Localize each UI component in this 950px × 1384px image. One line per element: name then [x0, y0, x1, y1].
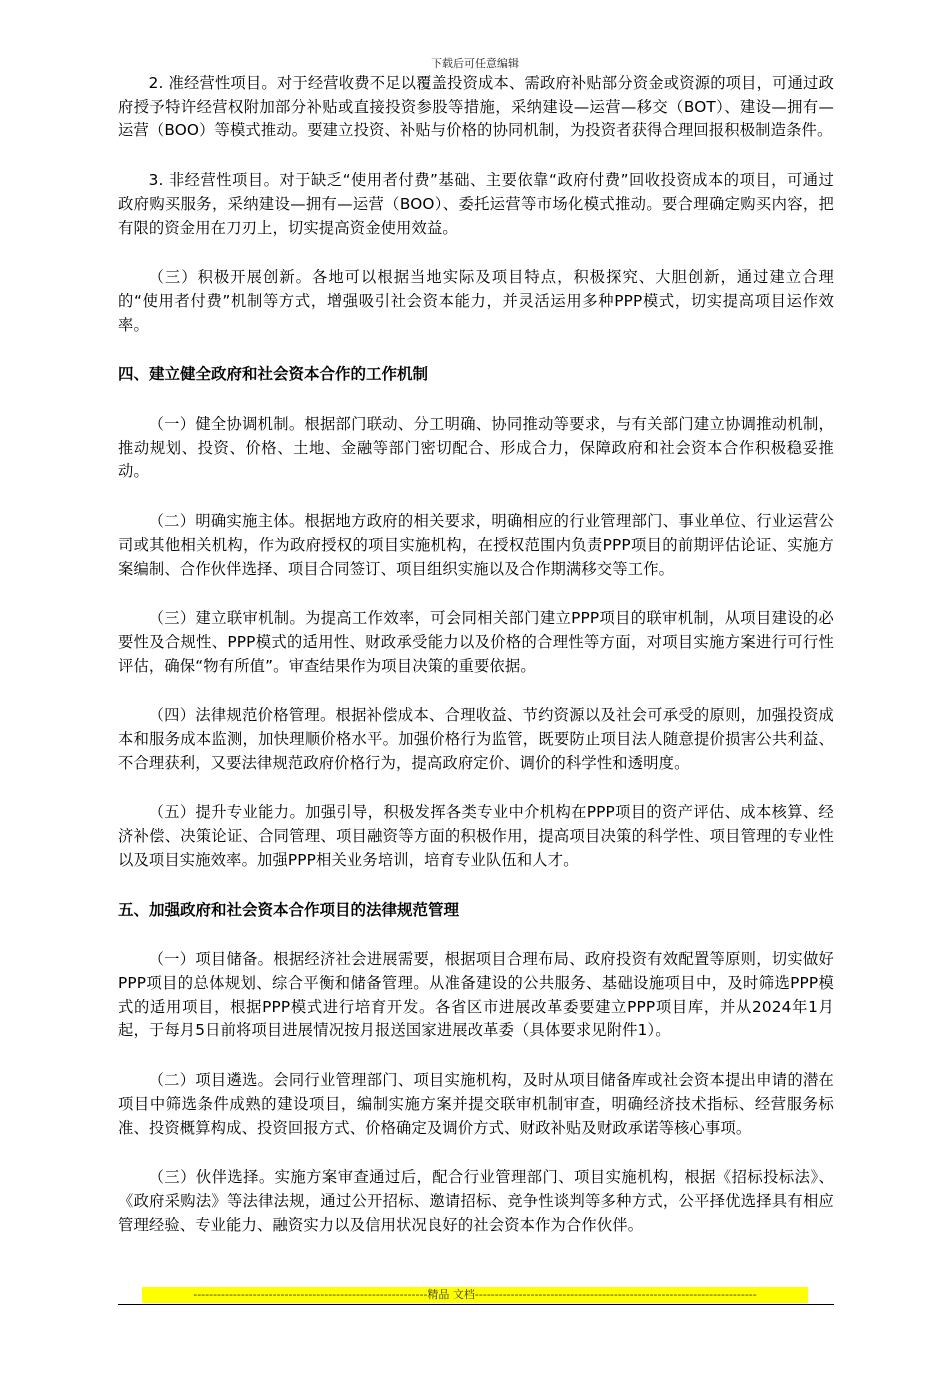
footer-right-dashes: ----------------------------------------------------------------------- — [474, 1288, 757, 1301]
section-heading-4: 四、建立健全政府和社会资本合作的工作机制 — [118, 365, 429, 384]
paragraph-innovation: （三）积极开展创新。各地可以根据当地实际及项目特点，积极探究、大胆创新，通过建立合理的“使用者付费”机制等方式，增强吸引社会资本能力，并灵活运用多种PPP模式，切实提高项目运作效率。 — [118, 268, 834, 334]
footer-banner — [142, 1287, 808, 1303]
footer-divider — [118, 1304, 834, 1305]
paragraph-project-reserve: （一）项目储备。根据经济社会进展需要，根据项目合理布局、政府投资有效配置等原则，切实做好PPP项目的总体规划、综合平衡和储备管理。从准备建设的公共服务、基础设施项目中，及时筛选PPP模式的适用项目，根据PPP模式进行培育开发。各省区市进展改革委要建立PPP项目库，并从2024年1月起，于每月5日前将项目进展情况按月报送国家进展改革委（具体要求见附件1）。 — [118, 950, 834, 1040]
paragraph-implementing-entity: （二）明确实施主体。根据地方政府的相关要求，明确相应的行业管理部门、事业单位、行业运营公司或其他相关机构，作为政府授权的项目实施机构，在授权范围内负责PPP项目的前期评估论证、实施方案编制、合作伙伴选择、项目合同签订、项目组织实施以及合作期满移交等工作。 — [118, 512, 834, 578]
document-body — [118, 72, 834, 1263]
section-heading-5: 五、加强政府和社会资本合作项目的法律规范管理 — [118, 900, 460, 919]
paragraph-project-selection: （二）项目遴选。会同行业管理部门、项目实施机构，及时从项目储备库或社会资本提出申请的潜在项目中筛选条件成熟的建设项目，编制实施方案并提交联审机制审查，明确经济技术指标、经营服务标准、投资概算构成、投资回报方式、价格确定及调价方式、财政补贴及财政承诺等核心事项。 — [118, 1071, 834, 1137]
paragraph-professional-capacity: （五）提升专业能力。加强引导，积极发挥各类专业中介机构在PPP项目的资产评估、成本核算、经济补偿、决策论证、合同管理、项目融资等方面的积极作用，提高项目决策的科学性、项目管理的专业性以及项目实施效率。加强PPP相关业务培训，培育专业队伍和人才。 — [118, 803, 834, 869]
paragraph-price-management: （四）法律规范价格管理。根据补偿成本、合理收益、节约资源以及社会可承受的原则，加强投资成本和服务成本监测，加快理顺价格水平。加强价格行为监管，既要防止项目法人随意提价损害公共利益、不合理获利，又要法律规范政府价格行为，提高政府定价、调价的科学性和透明度。 — [118, 706, 834, 772]
paragraph-partner-selection: （三）伙伴选择。实施方案审查通过后，配合行业管理部门、项目实施机构，根据《招标投标法》、《政府采购法》等法律法规，通过公开招标、邀请招标、竞争性谈判等多种方式，公平择优选择具有相应管理经验、专业能力、融资实力以及信用状况良好的社会资本作为合作伙伴。 — [118, 1168, 834, 1234]
footer-left-dashes: ----------------------------------------------------------- — [193, 1288, 428, 1301]
paragraph-coordination: （一）健全协调机制。根据部门联动、分工明确、协同推动等要求，与有关部门建立协调推动机制，推动规划、投资、价格、土地、金融等部门密切配合、形成合力，保障政府和社会资本合作积极稳妥推动。 — [118, 415, 834, 481]
paragraph-joint-review: （三）建立联审机制。为提高工作效率，可会同相关部门建立PPP项目的联审机制，从项目建设的必要性及合规性、PPP模式的适用性、财政承受能力以及价格的合理性等方面，对项目实施方案进行可行性评估，确保“物有所值”。审查结果作为项目决策的重要依据。 — [118, 609, 834, 675]
paragraph-quasi-operating-projects: 2. 准经营性项目。对于经营收费不足以覆盖投资成本、需政府补贴部分资金或资源的项目，可通过政府授予特许经营权附加部分补贴或直接投资参股等措施，采纳建设—运营—移交（BOT）、建设—拥有—运营（BOO）等模式推动。要建立投资、补贴与价格的协同机制，为投资者获得合理回报积极制造条件。 — [118, 74, 834, 140]
header-note: 下载后可任意编辑 — [431, 57, 519, 70]
footer-label: 精品 文档 — [427, 1288, 475, 1301]
paragraph-non-operating-projects: 3. 非经营性项目。对于缺乏“使用者付费”基础、主要依靠“政府付费”回收投资成本的项目，可通过政府购买服务，采纳建设—拥有—运营（BOO）、委托运营等市场化模式推动。要合理确定购买内容，把有限的资金用在刀刃上，切实提高资金使用效益。 — [118, 171, 834, 237]
